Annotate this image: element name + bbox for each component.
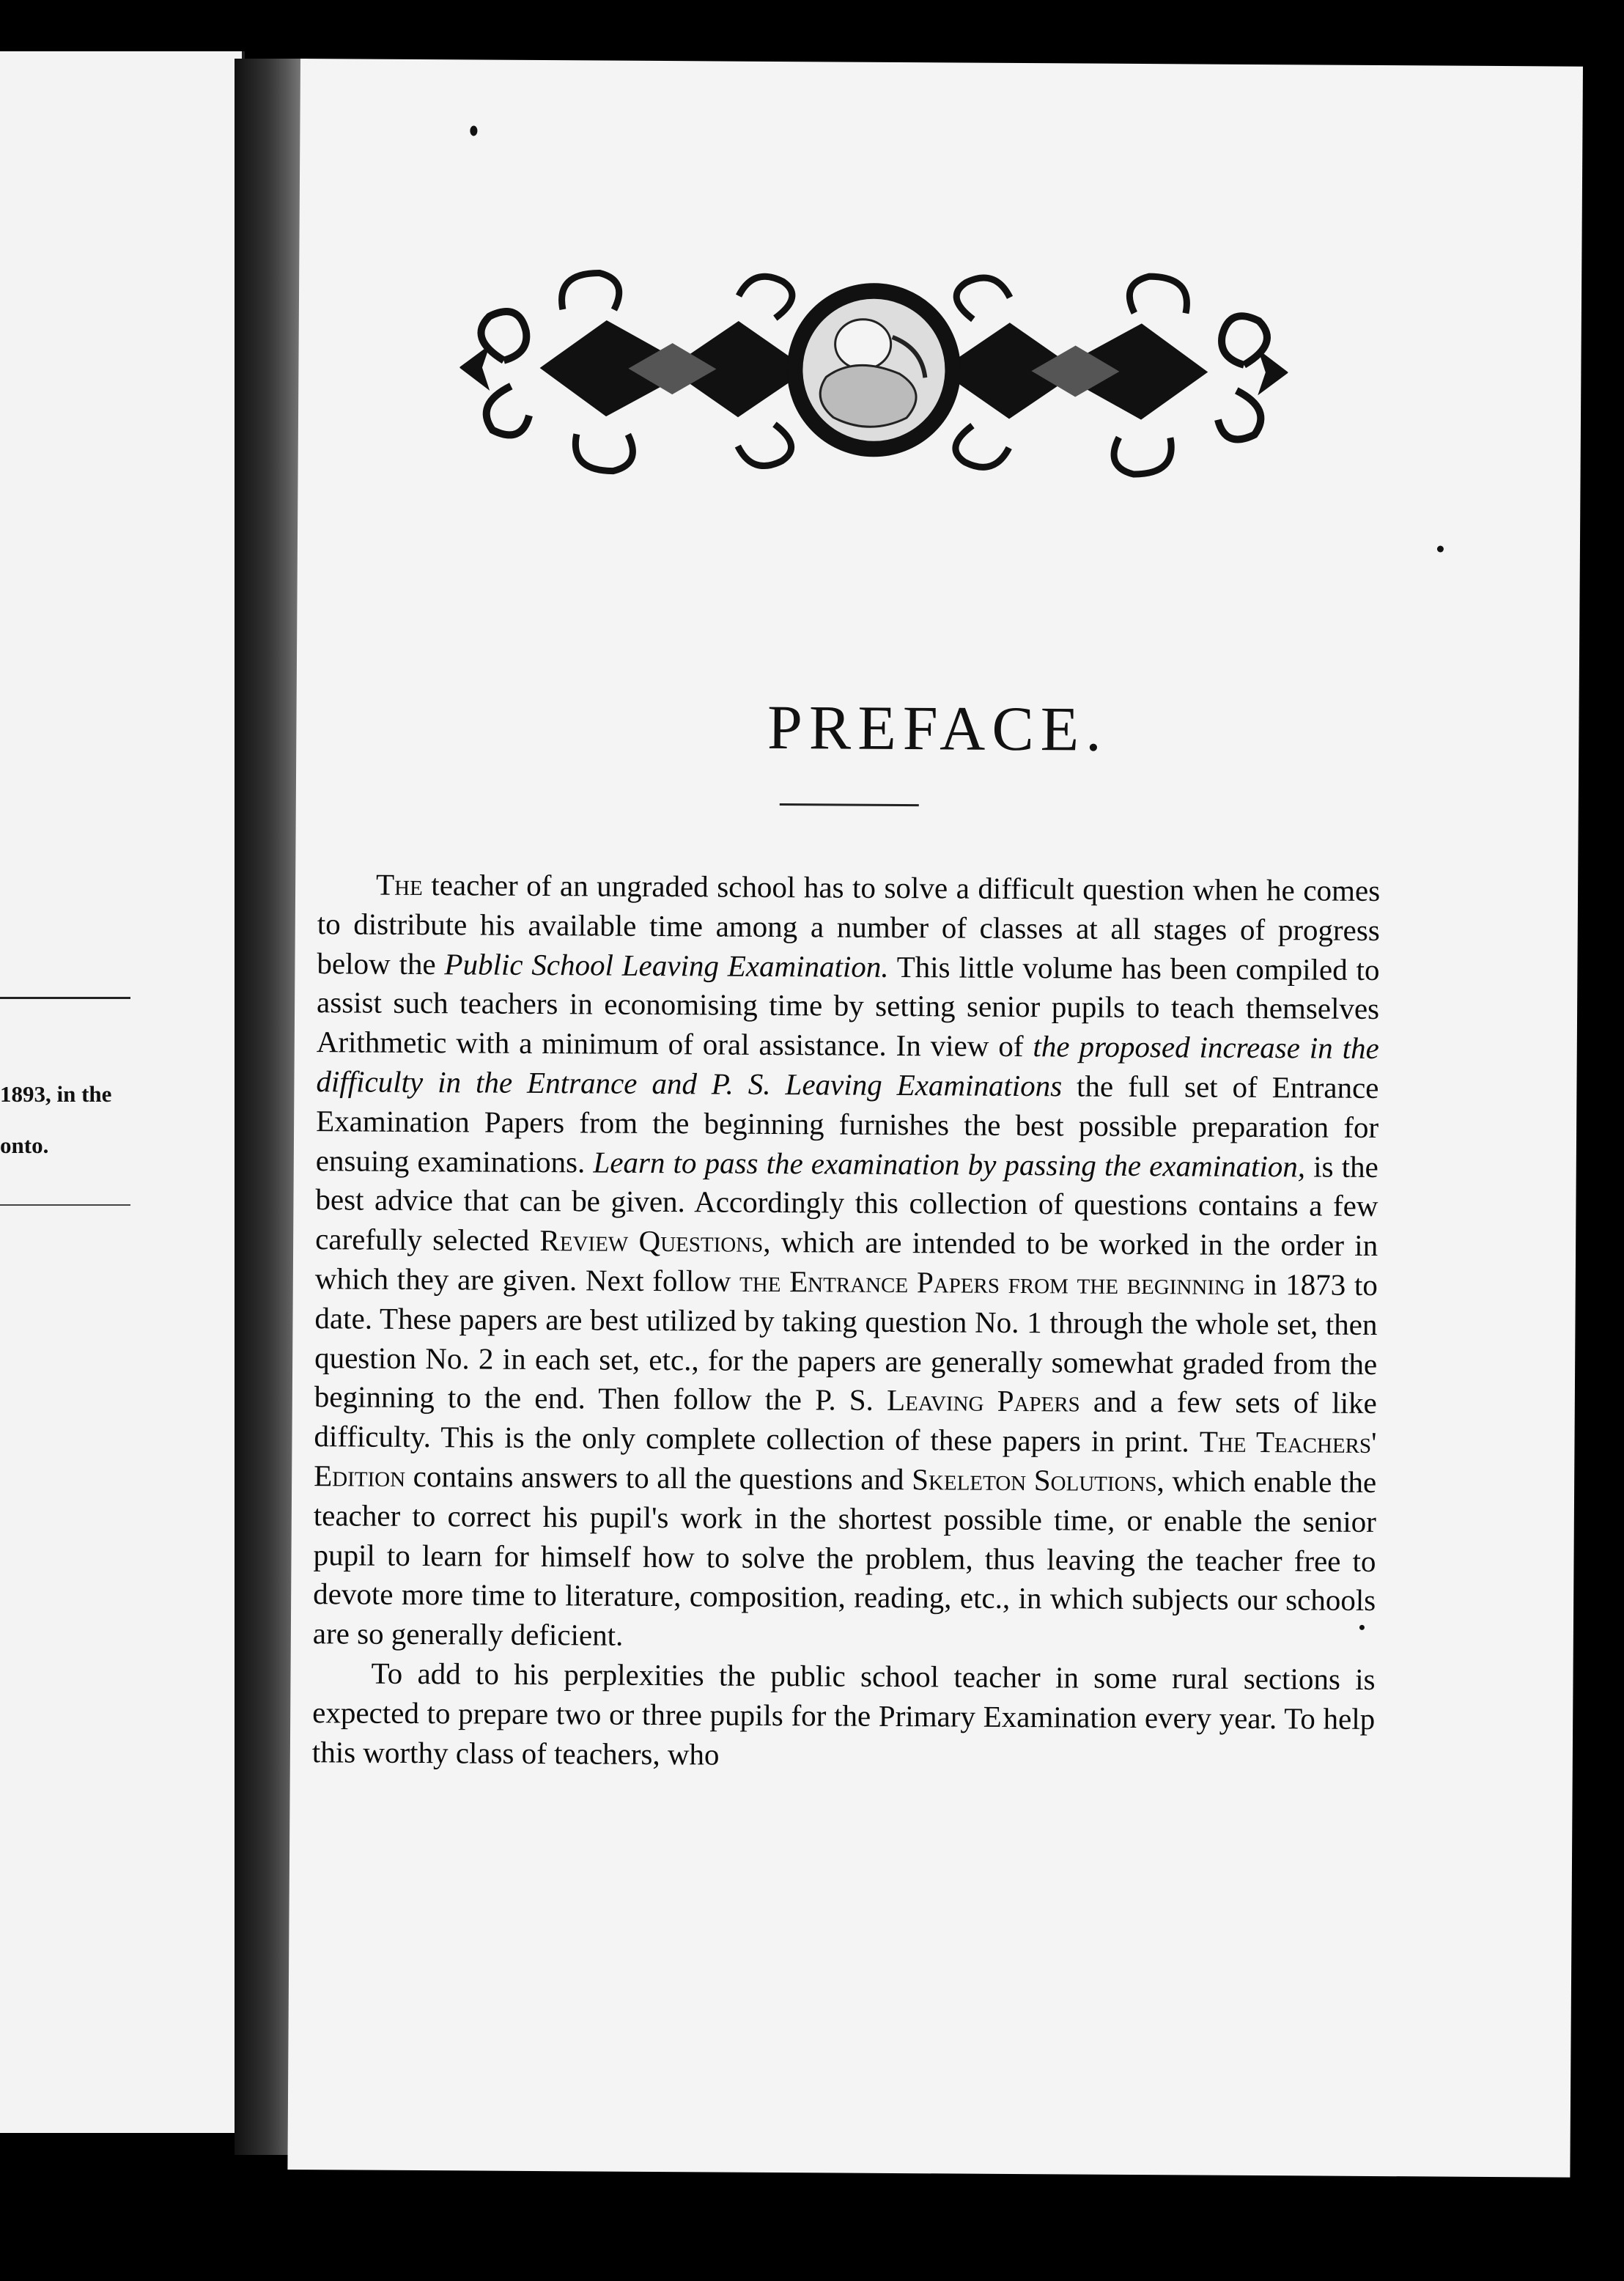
text-span: which are intended to be worked in the order in which they are given. Next follow: [314, 1225, 1378, 1298]
title-divider: [780, 803, 919, 806]
smallcaps-span: Review Questions,: [539, 1223, 771, 1259]
preface-page: [287, 59, 1583, 2178]
smallcaps-span: Skeleton Solutions,: [912, 1462, 1165, 1498]
left-page-text-line: 1893, in the: [0, 1081, 112, 1107]
text-span: is the best advice that can be given. Accordingly this collection of questions contains a few carefully selected: [315, 1149, 1378, 1258]
left-page-rule: [0, 1204, 130, 1206]
cherub-headpiece-ornament: [459, 250, 1288, 490]
italic-span: Learn to pass the examination by passing the examination,: [593, 1145, 1306, 1183]
smallcaps-span: P. S. Leaving Papers: [815, 1382, 1080, 1418]
text-span: teacher of an ungraded school has to solve a difficult question when he comes to distribute his available time among a number of classes at all stages of progress below the: [317, 868, 1381, 981]
preface-body: [312, 865, 1381, 1778]
paragraph-2: To add to his perplexities the public school teacher in some rural sections is expected to prepare two or three pupils for the Primary Examination every year. To help this worthy class of teachers, who: [311, 1656, 1376, 1772]
ink-speck: [470, 125, 477, 136]
lead-word: The: [375, 867, 423, 902]
paragraph-1: [313, 865, 1381, 1660]
text-span: This little volume has been compiled to assist such teachers in economising time by setting senior pupils to teach themselves Arithmetic with a minimum of oral assistance. In view of: [316, 949, 1380, 1064]
smallcaps-span: the Entrance Papers from the beginning: [739, 1264, 1245, 1301]
italic-span: Public School Leaving Examination.: [444, 946, 889, 984]
text-span: in 1873 to date. These papers are best utilized by taking question No. 1 through the whole set, then question No. 2 in each set, etc., for the papers are generally somewhat graded from the beginning to the end. Then follow the: [314, 1267, 1378, 1417]
text-span: and a few sets of like difficulty. This is the only complete collection of these papers in print.: [314, 1385, 1377, 1459]
left-page-rule: [0, 997, 130, 999]
text-span: the full set of Entrance Examination Papers from the beginning furnishes the best possible preparation for ensuing examinations.: [315, 1069, 1379, 1179]
ink-speck: [1437, 545, 1444, 552]
text-span: which enable the teacher to correct his pupil's work in the shortest possible time, or enable the senior pupil to learn for himself how to solve the problem, thus leaving the teacher free to devote more time to literature, composition, reading, etc., in which subjects our schools are so generally deficient.: [312, 1464, 1377, 1652]
left-facing-page: [0, 51, 245, 2133]
italic-span: the proposed increase in the difficulty in the Entrance and P. S. Leaving Examinations: [316, 1029, 1379, 1103]
text-span: contains answers to all the questions and: [413, 1459, 904, 1497]
page-title: PREFACE.: [767, 691, 1109, 764]
smallcaps-span: The Teachers' Edition: [314, 1424, 1377, 1493]
left-page-text-line: onto.: [0, 1132, 49, 1158]
